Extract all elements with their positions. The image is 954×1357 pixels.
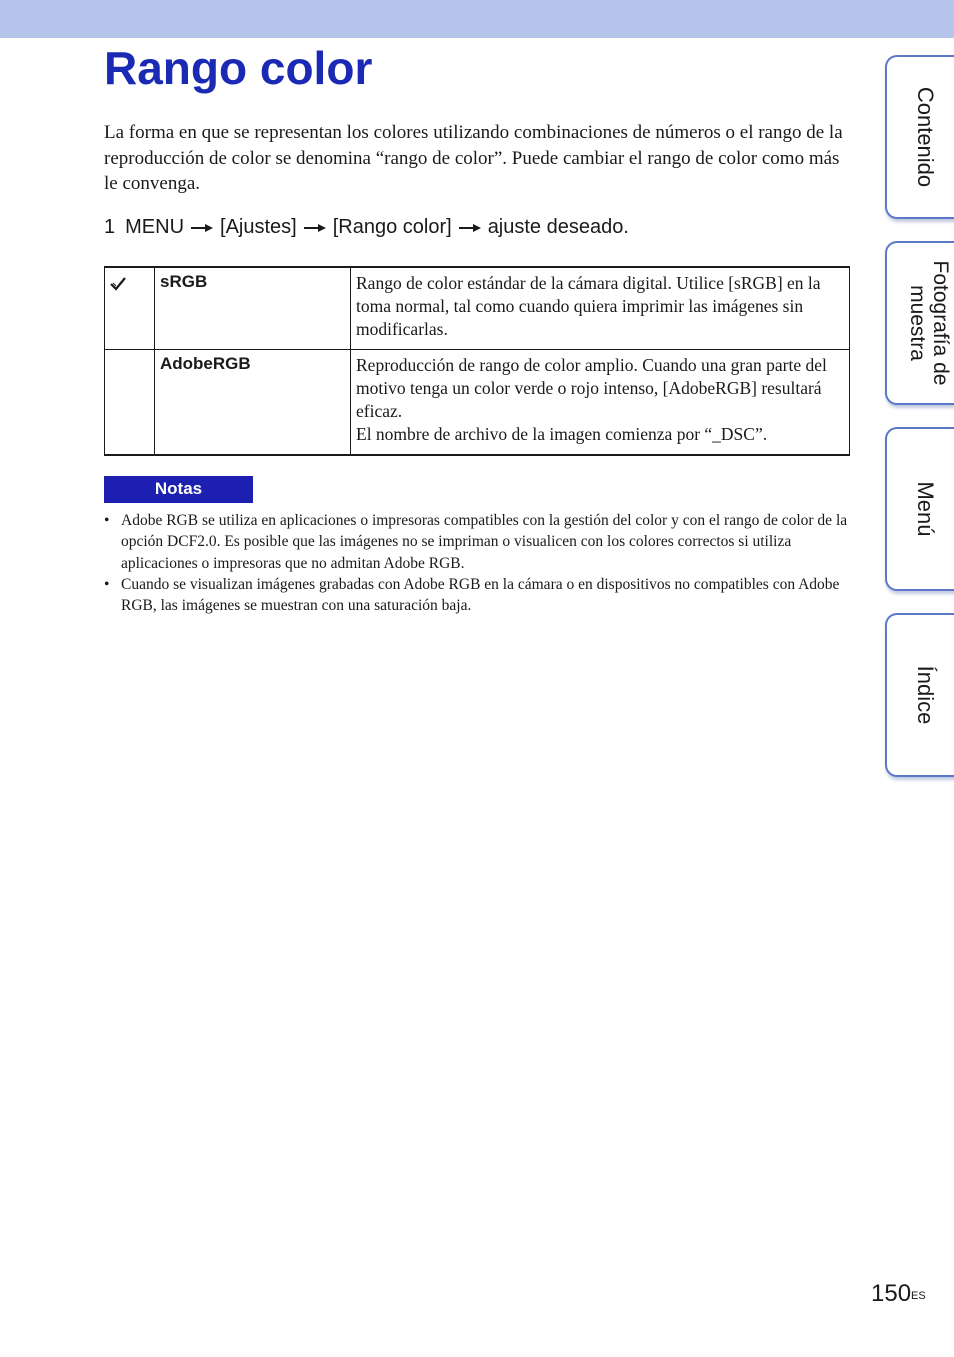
description-line: Reproducción de rango de color amplio. Cuando una gran parte del motivo tenga un color verde o rojo intenso, [AdobeRGB] resultará eficaz. xyxy=(356,355,827,421)
tab-label: Índice xyxy=(913,665,938,725)
tab-label: Contenido xyxy=(913,86,938,188)
tab-label-line: Fotografía de xyxy=(929,260,952,386)
default-marker-cell xyxy=(105,350,155,456)
right-arrow-icon xyxy=(459,214,481,240)
header-band xyxy=(0,0,954,38)
step-part-desired-setting: ajuste deseado. xyxy=(487,216,629,238)
table-row xyxy=(105,350,850,456)
options-table xyxy=(104,266,850,456)
tab-label xyxy=(906,261,952,386)
note-item xyxy=(104,510,852,574)
option-description xyxy=(351,267,850,350)
option-name: sRGB xyxy=(155,267,351,350)
page-number xyxy=(871,1279,926,1309)
tab-menu[interactable] xyxy=(885,427,954,591)
option-description xyxy=(351,350,850,456)
checkmark-icon xyxy=(109,279,127,296)
tab-sample-photos[interactable] xyxy=(885,241,954,405)
step-part-settings: [Ajustes] xyxy=(220,216,297,238)
page-title: Rango color xyxy=(104,42,373,94)
description-line: El nombre de archivo de la imagen comienza por “_DSC”. xyxy=(356,424,768,444)
note-text: Cuando se visualizan imágenes grabadas con Adobe RGB en la cámara o en dispositivos no compatibles con Adobe RGB, las imágenes se muestran con una saturación baja. xyxy=(121,575,840,615)
tab-index[interactable] xyxy=(885,613,954,777)
tab-label-line: muestra xyxy=(906,285,929,361)
notes-list xyxy=(104,510,852,616)
option-name: AdobeRGB xyxy=(155,350,351,456)
language-code: ES xyxy=(911,1290,926,1302)
notes-label: Notas xyxy=(104,476,253,503)
bullet: • xyxy=(104,512,110,529)
default-marker-cell xyxy=(105,267,155,350)
intro-paragraph: La forma en que se representan los colores utilizando combinaciones de números o el rango de la reproducción de color se denomina “rango de color”. Puede cambiar el rango de color como más le convenga. xyxy=(104,122,843,194)
table-row xyxy=(105,267,850,350)
tab-label: Menú xyxy=(913,481,938,537)
description-line: Rango de color estándar de la cámara digital. Utilice [sRGB] en la toma normal, tal como cuando quiera imprimir las imágenes sin modificarlas. xyxy=(356,273,821,339)
note-item xyxy=(104,574,852,617)
step-number: 1 xyxy=(104,216,116,238)
right-arrow-icon xyxy=(191,214,213,240)
step-part-color-space: [Rango color] xyxy=(332,216,452,238)
page-number-value: 150 xyxy=(871,1280,912,1307)
step-part-menu: MENU xyxy=(125,216,185,238)
tab-contents[interactable] xyxy=(885,55,954,219)
menu-step-instruction xyxy=(104,214,629,240)
right-arrow-icon xyxy=(304,214,326,240)
note-text: Adobe RGB se utiliza en aplicaciones o impresoras compatibles con la gestión del color y con el rango de color de la opción DCF2.0. Es posible que las imágenes no se impriman o visualicen con los colores correctos si utiliza aplicaciones o impresoras que no admitan Adobe RGB. xyxy=(121,512,848,572)
bullet: • xyxy=(104,575,110,593)
